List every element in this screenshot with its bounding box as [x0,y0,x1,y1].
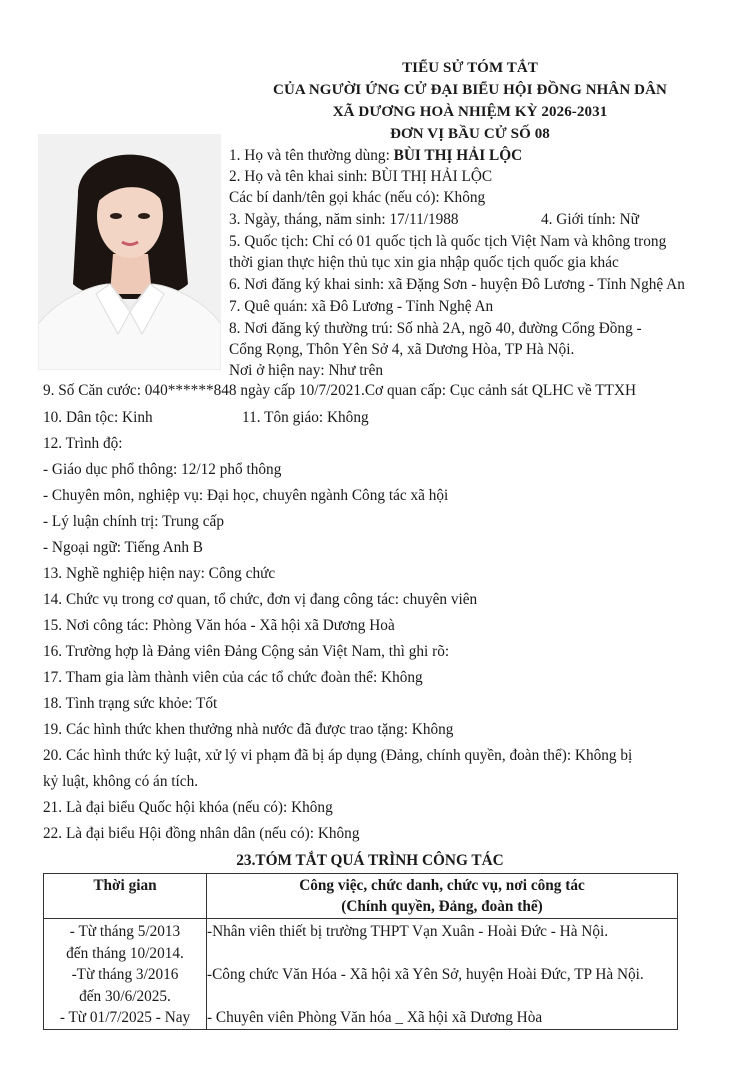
column-header-label: Thời gian [93,877,157,894]
time-line: - Từ 01/7/2025 - Nay [59,1009,191,1026]
field-peoples-council: 22. Là đại biểu Hội đồng nhân dân (nếu có): Không [43,825,360,842]
field-label: 1. Họ và tên thường dùng: [229,147,394,164]
field-birth-date: 3. Ngày, tháng, năm sinh: 17/11/1988 [229,211,459,228]
time-line: đến tháng 10/2014. [66,944,184,962]
field-hometown: 7. Quê quán: xã Đô Lương - Tỉnh Nghệ An [229,298,494,315]
table-header-row [44,874,678,919]
time-cell [44,919,207,1030]
field-nationality-1: 5. Quốc tịch: Chỉ có 01 quốc tịch là quốc tịch Việt Nam và không trong [229,233,667,250]
field-position: 14. Chức vụ trong cơ quan, tổ chức, đơn vị đang công tác: chuyên viên [43,591,478,608]
field-education: 12. Trình độ: [43,435,123,452]
field-health: 18. Tình trạng sức khỏe: Tốt [43,695,218,712]
job-entry: -Công chức Văn Hóa - Xã hội xã Yên Sở, huyện Hoài Đức, TP Hà Nội. [207,966,644,983]
field-awards: 19. Các hình thức khen thưởng nhà nước đã được trao tặng: Không [43,721,454,738]
field-religion: 11. Tôn giáo: Không [242,409,369,426]
field-education-general: - Giáo dục phổ thông: 12/12 phổ thông [43,461,282,478]
field-discipline-2: kỷ luật, không có án tích. [43,773,199,790]
field-id-card: 9. Số Căn cước: 040******848 ngày cấp 10/7/2021.Cơ quan cấp: Cục cảnh sát QLHC về TTXH [43,382,637,399]
field-education-politics: - Lý luận chính trị: Trung cấp [43,513,224,530]
field-workplace: 15. Nơi công tác: Phòng Văn hóa - Xã hội xã Dương Hoà [43,617,395,634]
field-organizations: 17. Tham gia làm thành viên của các tổ chức đoàn thể: Không [43,669,423,686]
time-line: -Từ tháng 3/2016 [71,966,179,983]
field-value: BÙI THỊ HẢI LỘC [393,147,523,164]
time-line: - Từ tháng 5/2013 [69,923,181,940]
field-birth-registration: 6. Nơi đăng ký khai sinh: xã Đặng Sơn - huyện Đô Lương - Tỉnh Nghệ An [229,276,685,293]
field-education-major: - Chuyên môn, nghiệp vụ: Đại học, chuyên ngành Công tác xã hội [43,487,449,504]
column-header-label: Công việc, chức danh, chức vụ, nơi công tác [299,877,585,894]
doc-subtitle-3: ĐƠN VỊ BẦU CỬ SỐ 08 [390,126,550,142]
column-header-time [44,874,207,919]
field-discipline-1: 20. Các hình thức kỷ luật, xử lý vi phạm đã bị áp dụng (Đảng, chính quyền, đoàn thể): Không bị [43,747,633,764]
field-occupation: 13. Nghề nghiệp hiện nay: Công chức [43,565,276,582]
field-current-address: Nơi ở hiện nay: Như trên [229,362,384,379]
field-ethnicity: 10. Dân tộc: Kinh [43,409,153,426]
time-line: đến 30/6/2025. [79,987,171,1005]
field-residence-1: 8. Nơi đăng ký thường trú: Số nhà 2A, ngõ 40, đường Cổng Đồng - [229,320,642,337]
doc-subtitle-2: XÃ DƯƠNG HOÀ NHIỆM KỲ 2026-2031 [332,104,608,120]
job-entry: -Nhân viên thiết bị trường THPT Vạn Xuân - Hoài Đức - Hà Nội. [207,923,609,940]
field-residence-2: Cổng Rọng, Thôn Yên Sở 4, xã Dương Hòa, TP Hà Nội. [229,341,575,358]
column-header-sublabel: (Chính quyền, Đảng, đoàn thể) [341,898,543,915]
portrait-photo [38,134,221,370]
field-alias: Các bí danh/tên gọi khác (nếu có): Không [229,189,486,206]
field-common-name [229,146,522,166]
job-entry: - Chuyên viên Phòng Văn hóa _ Xã hội xã Dương Hòa [207,1009,543,1026]
work-history-table [43,873,678,1030]
work-history-title: 23.TÓM TẮT QUÁ TRÌNH CÔNG TÁC [236,852,504,869]
column-header-job [207,874,678,919]
doc-subtitle-1: CỦA NGƯỜI ỨNG CỬ ĐẠI BIỂU HỘI ĐỒNG NHÂN DÂN [273,82,667,98]
table-row [44,919,678,1030]
doc-title: TIỂU SỬ TÓM TẮT [402,60,538,76]
field-birth-name: 2. Họ và tên khai sinh: BÙI THỊ HẢI LỘC [229,168,493,185]
field-party-member: 16. Trường hợp là Đảng viên Đảng Cộng sản Việt Nam, thì ghi rõ: [43,643,450,660]
field-nationality-2: thời gian thực hiện thủ tục xin gia nhập quốc tịch quốc gia khác [229,254,619,271]
job-cell [207,919,678,1030]
field-national-assembly: 21. Là đại biểu Quốc hội khóa (nếu có): Không [43,799,333,816]
field-gender: 4. Giới tính: Nữ [541,211,639,228]
field-education-language: - Ngoại ngữ: Tiếng Anh B [43,539,204,556]
